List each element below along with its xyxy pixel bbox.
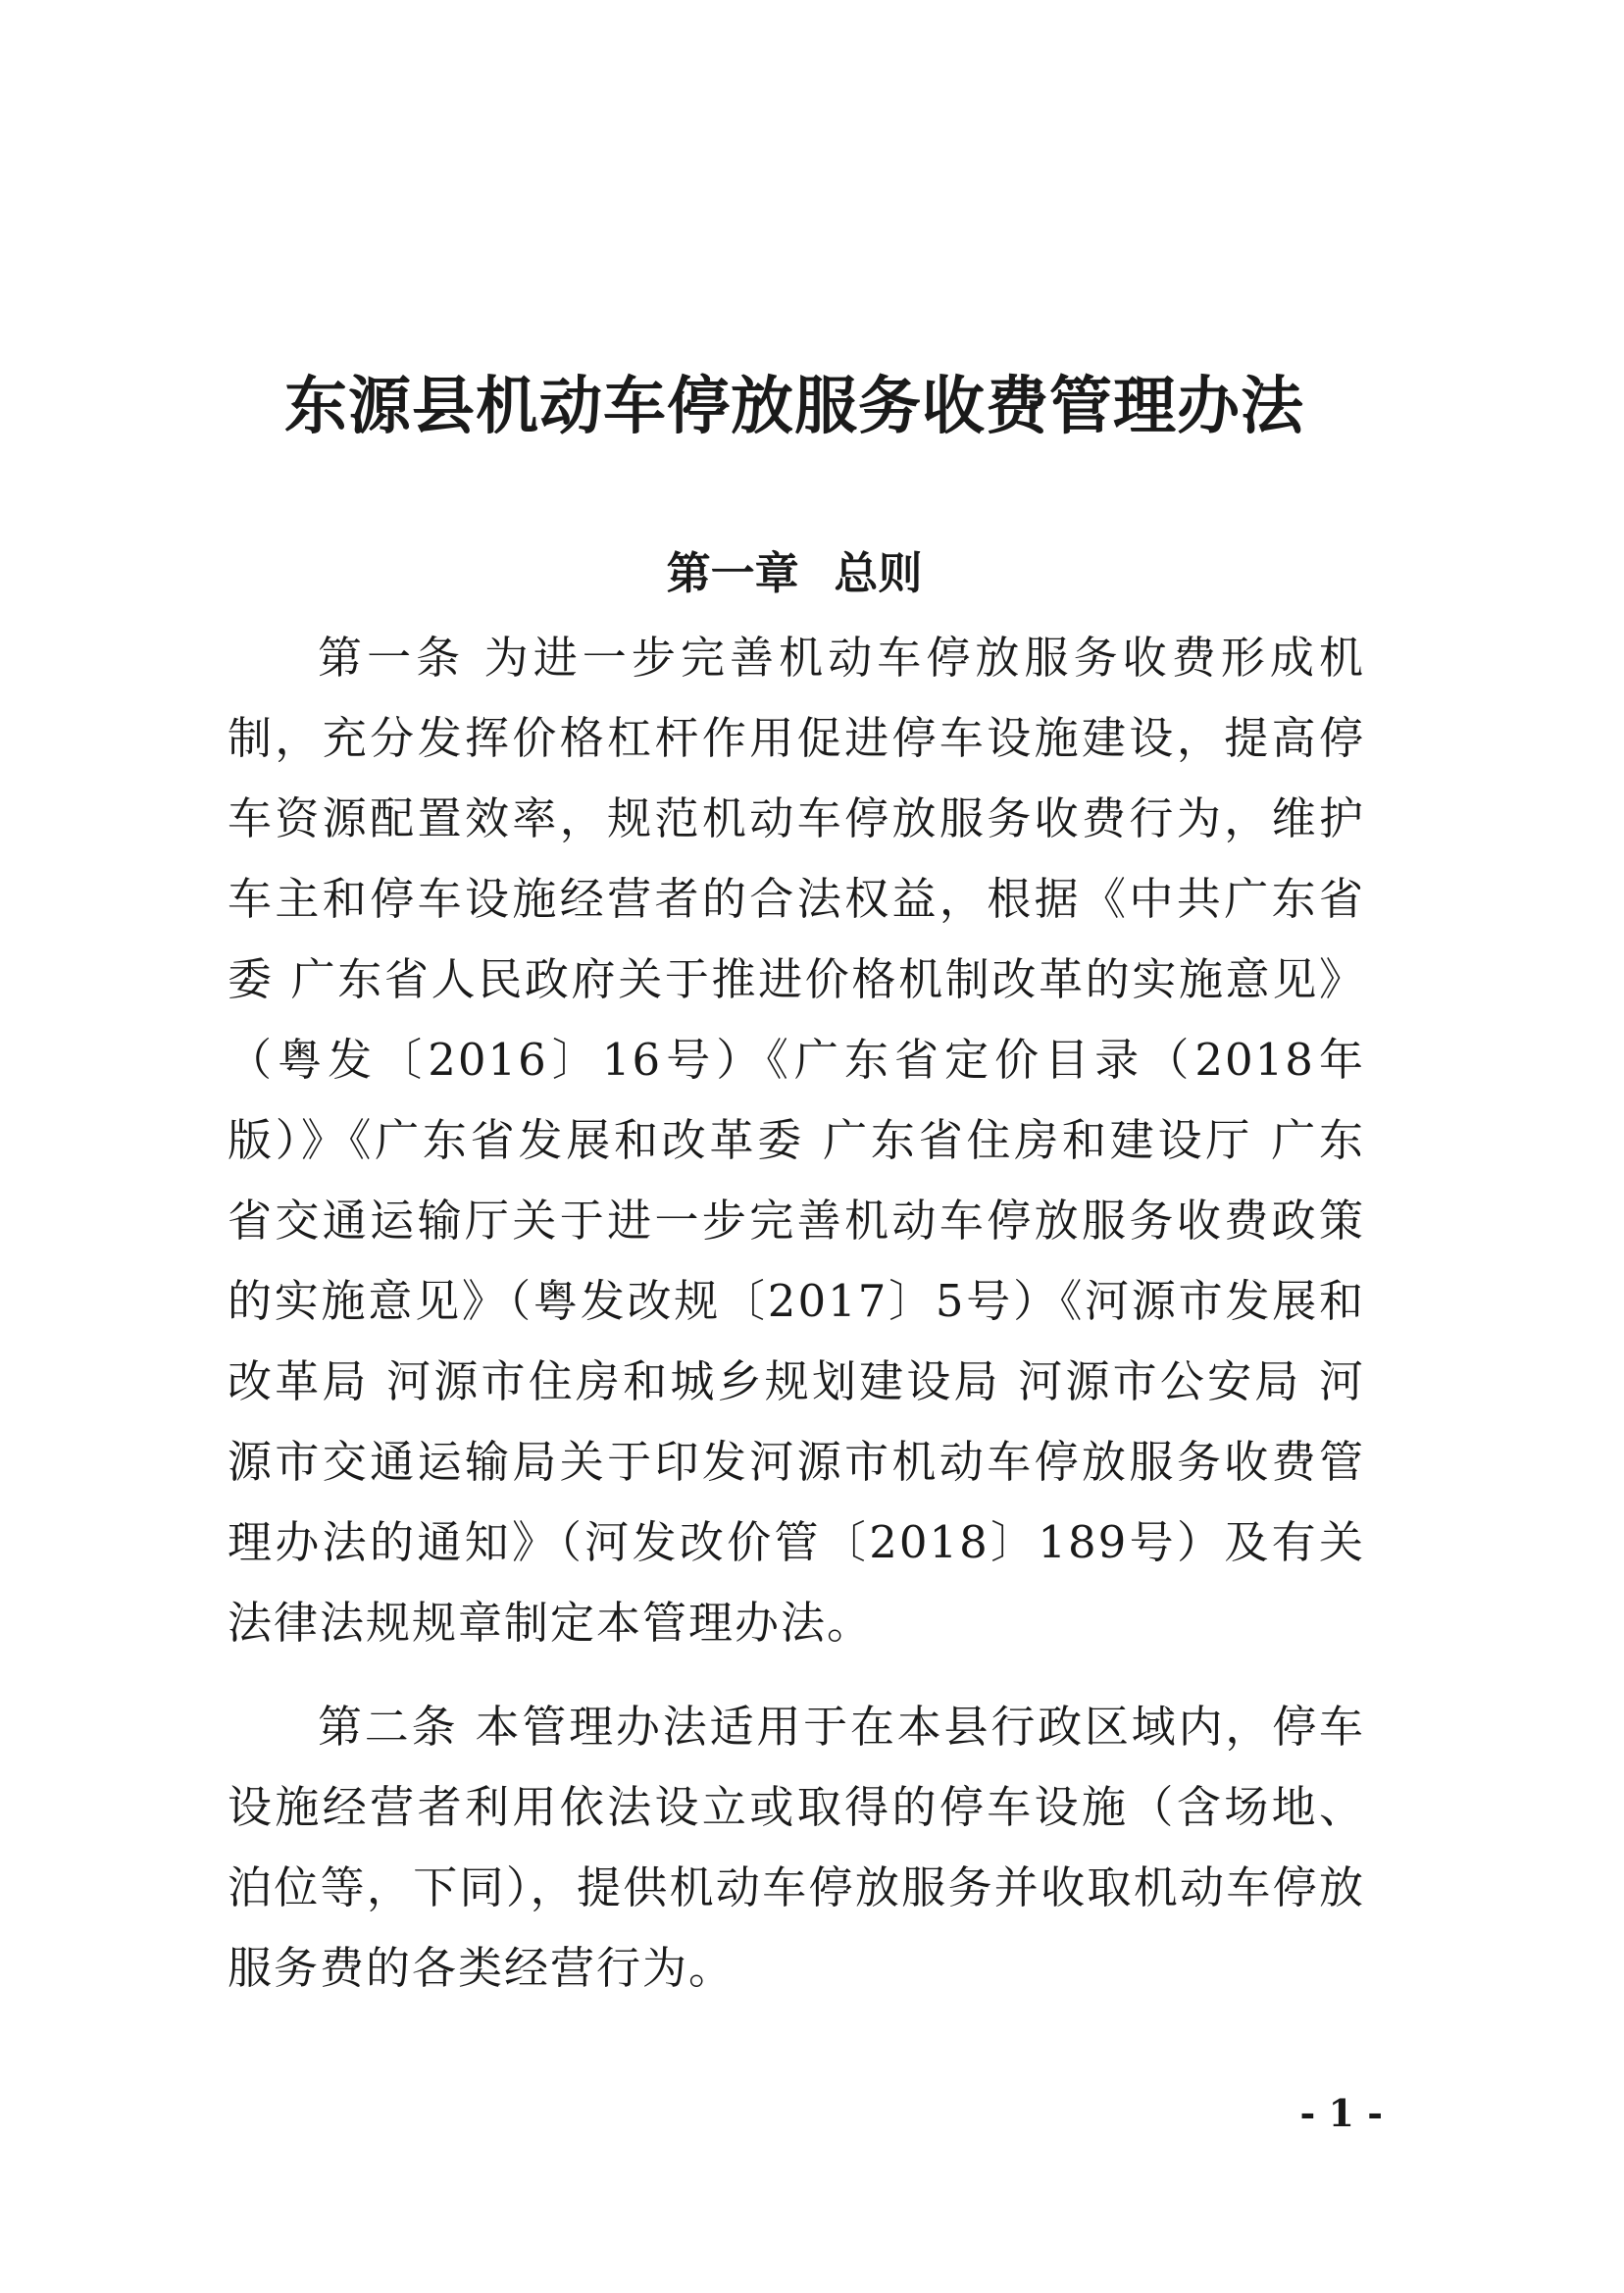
document-title: 东源县机动车停放服务收费管理办法 [284, 370, 1304, 443]
chapter-heading: 第一章 总则 [666, 547, 923, 599]
article-1: 第一条 为进一步完善机动车停放服务收费形成机制，充分发挥价格杠杆作用促进停车设施建设，提高停车资源配置效率，规范机动车停放服务收费行为，维护车主和停车设施经营者的合法权益，根据《中共广东省委 广东省人民政府关于推进价格机制改革的实施意见》（粤发〔2016〕16号）《广东省定价目录（2018年版）》《广东省发展和改革委 广东省住房和建设厅 广东省交通运输厅关于进一步完善机动车停放服务收费政策的实施意见》（粤发改规〔2017〕5号）《河源市发展和改革局 河源市住房和城乡规划建设局 河源市公安局 河源市交通运输局关于印发河源市机动车停放服务收费管理办法的通知》（河发改价管〔2018〕189号）及有关法律法规规章制定本管理办法。 [228, 632, 1365, 1649]
page-number: - 1 - [1299, 2091, 1383, 2135]
article-2: 第二条 本管理办法适用于在本县行政区域内，停车设施经营者利用依法设立或取得的停车设施（含场地、泊位等，下同），提供机动车停放服务并收取机动车停放服务费的各类经营行为。 [228, 1701, 1365, 1994]
document-body [228, 618, 1365, 2032]
